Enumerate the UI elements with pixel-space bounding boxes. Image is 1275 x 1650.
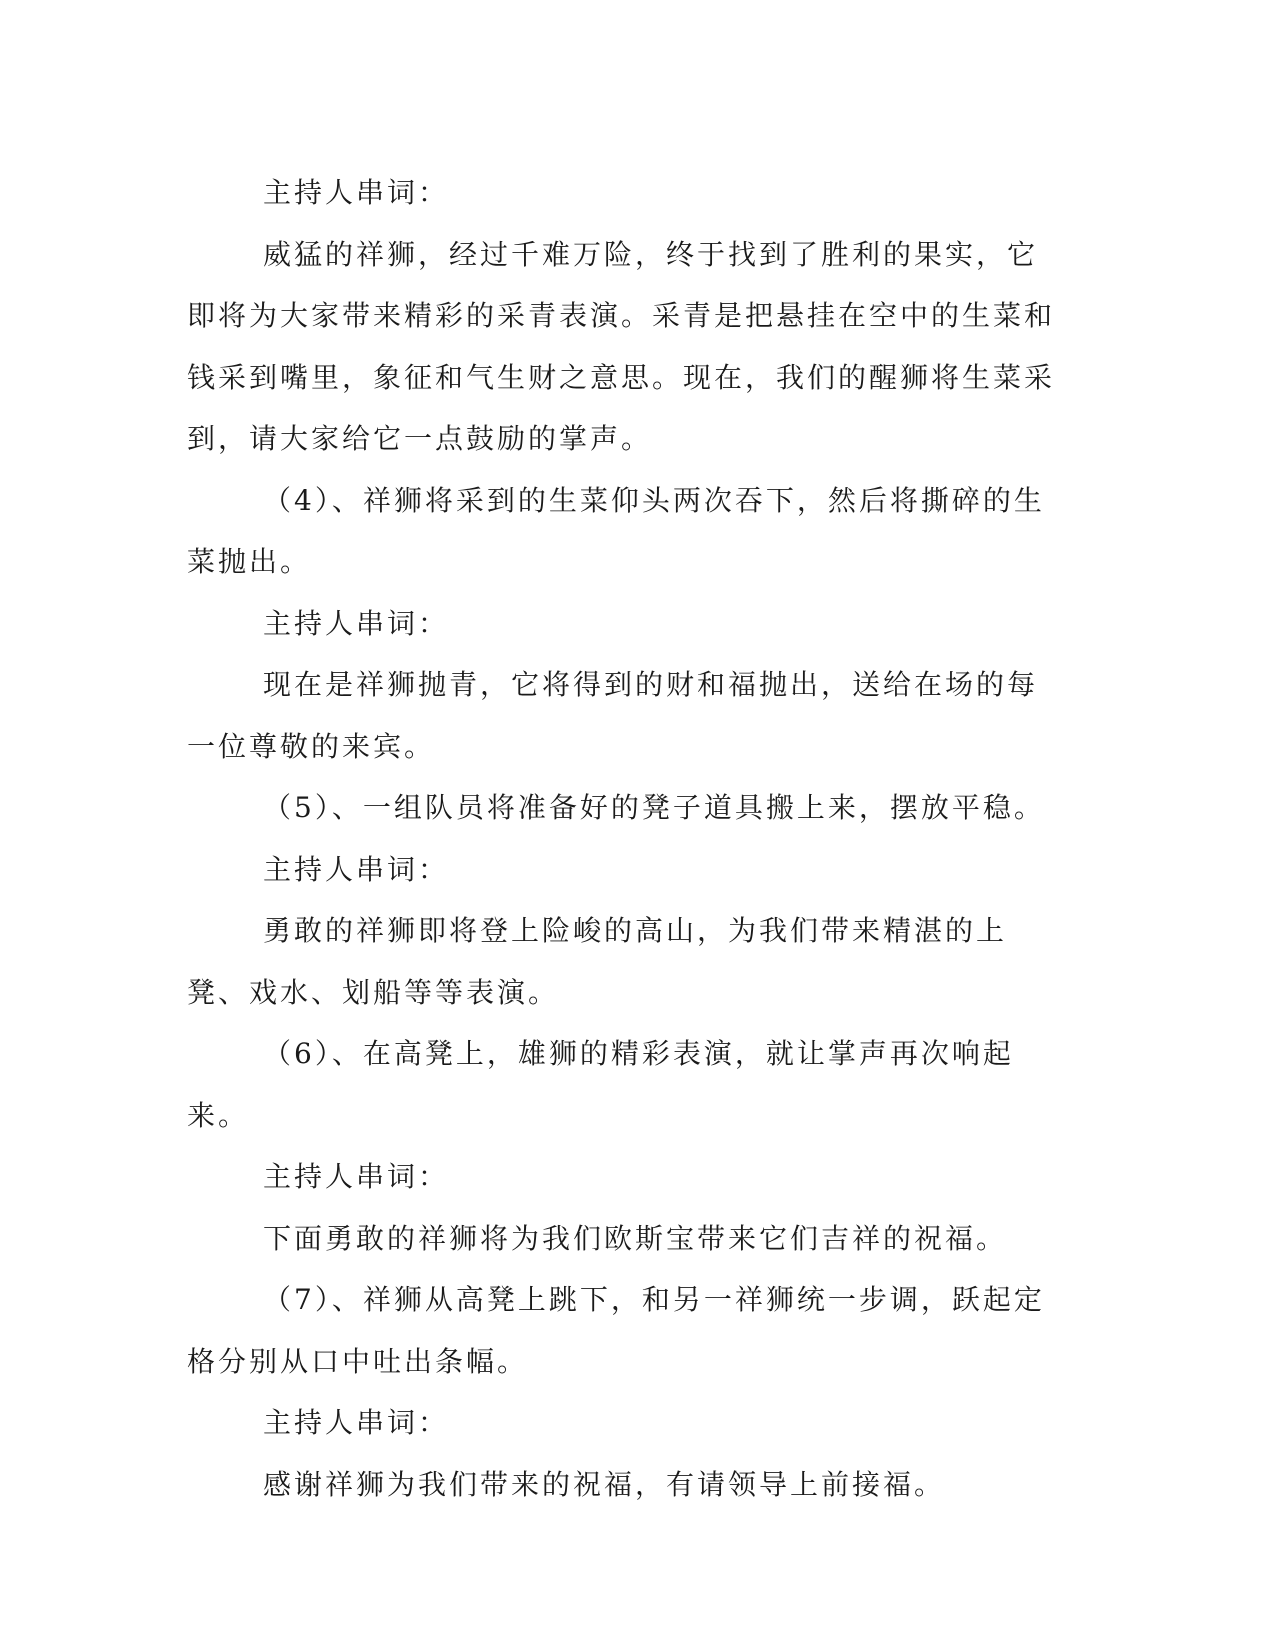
program-step: （4）、祥狮将采到的生菜仰头两次吞下，然后将撕碎的生菜抛出。	[187, 483, 1045, 578]
host-label: 主持人串词：	[263, 606, 450, 640]
program-step: （7）、祥狮从高凳上跳下，和另一祥狮统一步调，跃起定格分别从口中吐出条幅。	[187, 1283, 1045, 1378]
host-line: 威猛的祥狮，经过千难万险，终于找到了胜利的果实，它即将为大家带来精彩的采青表演。采青是把悬挂在空中的生菜和钱采到嘴里，象征和气生财之意思。现在，我们的醒狮将生菜采到，请大家给它一点鼓励的掌声。	[187, 237, 1056, 455]
host-line: 勇敢的祥狮即将登上险峻的高山，为我们带来精湛的上凳、戏水、划船等等表演。	[187, 914, 1008, 1009]
host-label: 主持人串词：	[263, 1406, 450, 1439]
program-step: （6）、在高凳上，雄狮的精彩表演，就让掌声再次响起来。	[187, 1037, 1014, 1132]
host-label: 主持人串词：	[263, 1160, 450, 1193]
host-line: 感谢祥狮为我们带来的祝福，有请领导上前接福。	[263, 1467, 946, 1501]
host-line: 现在是祥狮抛青，它将得到的财和福抛出，送给在场的每一位尊敬的来宾。	[187, 668, 1039, 763]
document-body	[187, 162, 1067, 1515]
host-line: 下面勇敢的祥狮将为我们欧斯宝带来它们吉祥的祝福。	[263, 1221, 1008, 1255]
host-label: 主持人串词：	[263, 852, 450, 886]
program-step: （5）、一组队员将准备好的凳子道具搬上来，摆放平稳。	[263, 791, 1045, 824]
host-label: 主持人串词：	[263, 176, 450, 209]
